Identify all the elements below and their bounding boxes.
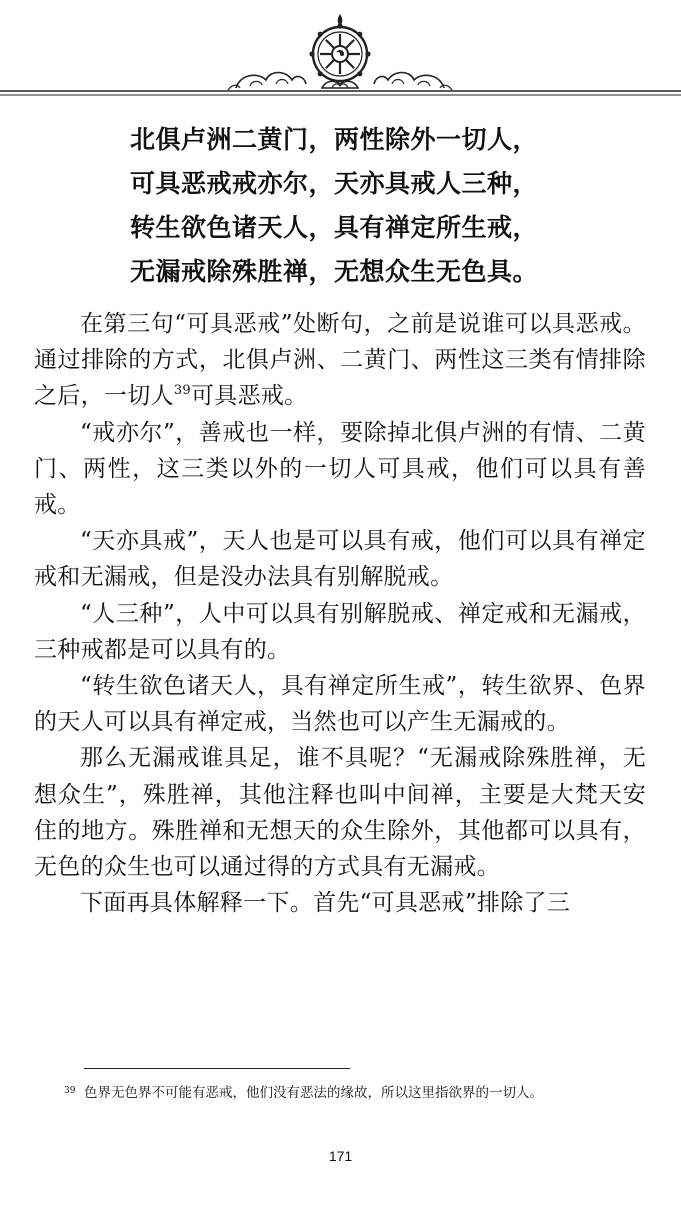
verse-block <box>130 118 650 294</box>
paragraph: “天亦具戒”，天人也是可以具有戒，他们可以具有禅定戒和无漏戒，但是没办法具有别解脱戒。 <box>34 528 646 591</box>
body-text <box>34 306 646 921</box>
page-header-ornament <box>0 0 681 100</box>
footnote-number: 39 <box>64 1086 76 1096</box>
footnote-text: 色界无色界不可能有恶戒，他们没有恶法的缘故，所以这里指欲界的一切人。 <box>84 1085 544 1101</box>
verse-line: 可具恶戒戒亦尔，天亦具戒人三种， <box>130 169 539 198</box>
page-number: 171 <box>328 1148 353 1164</box>
paragraph: “戒亦尔”，善戒也一样，要除掉北俱卢洲的有情、二黄门、两性，这三类以外的一切人可具戒，他们可以具有善戒。 <box>34 419 646 519</box>
paragraph-text: 在第三句“可具恶戒”处断句，之前是说谁可以具恶戒。通过排除的方式，北俱卢洲、二黄门、两性这三类有情排除之后，一切人 <box>34 311 646 410</box>
footnote-divider <box>84 1068 350 1069</box>
verse-line: 北俱卢洲二黄门，两性除外一切人， <box>130 125 539 154</box>
verse-line: 转生欲色诸天人，具有禅定所生戒， <box>130 213 539 242</box>
paragraph <box>34 306 646 415</box>
dharma-wheel-icon <box>0 0 681 100</box>
paragraph: 那么无漏戒谁具足，谁不具呢？“无漏戒除殊胜禅，无想众生”，殊胜禅，其他注释也叫中间禅，主要是大梵天安住的地方。殊胜禅和无想天的众生除外，其他都可以具有，无色的众生也可以通过得的方式具有无漏戒。 <box>34 745 646 881</box>
paragraph-text: 可具恶戒。 <box>190 383 308 410</box>
verse-line: 无漏戒除殊胜禅，无想众生无色具。 <box>130 257 539 286</box>
paragraph: “转生欲色诸天人，具有禅定所生戒”，转生欲界、色界的天人可以具有禅定戒，当然也可以产生无漏戒的。 <box>34 673 646 736</box>
footnote <box>34 1082 640 1104</box>
footnote-reference[interactable]: 39 <box>173 383 191 399</box>
paragraph: “人三种”，人中可以具有别解脱戒、禅定戒和无漏戒，三种戒都是可以具有的。 <box>34 600 646 663</box>
paragraph: 下面再具体解释一下。首先“可具恶戒”排除了三 <box>80 890 571 917</box>
